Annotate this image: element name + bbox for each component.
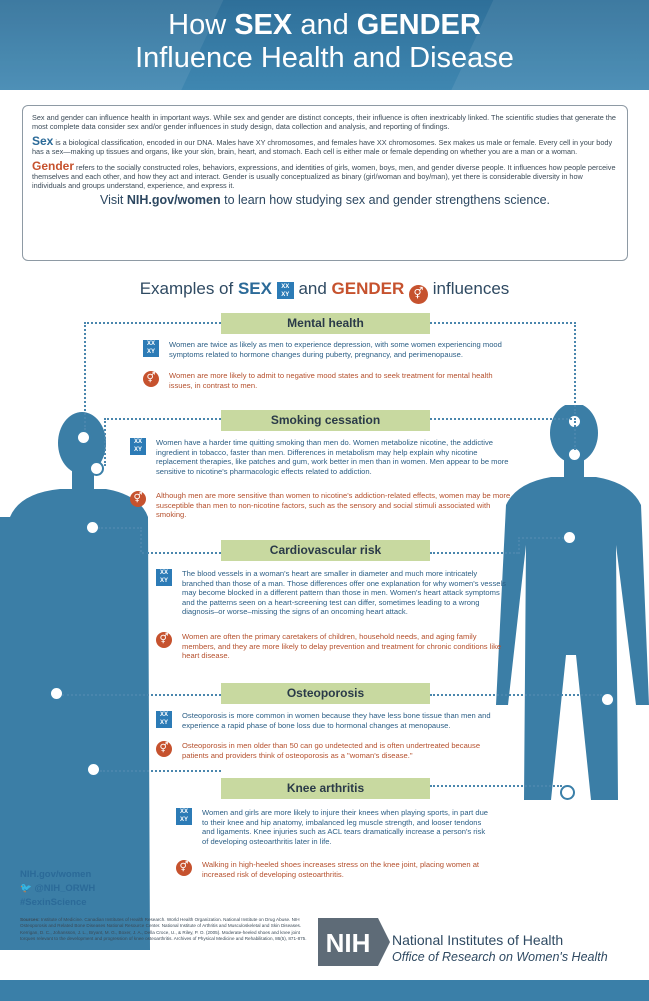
section-mental-health-header: Mental health xyxy=(221,313,430,334)
chromosome-icon: XX XY xyxy=(143,340,159,357)
nih-women-link[interactable]: NIH.gov/women xyxy=(126,193,221,207)
sources-text: Sources: Institute of Medicine. Canadian Institutes of Health Research. World Health Organization. National Institute on Drug Abuse. NIH Osteoporosis and Related Bone Diseases National Resource Center. National Institute of Arthritis and Musculoskeletal and Skin Diseases. Kerrigan, D. C., Johansson, J. L., Bryant, M. G., Boxer, J. A., Della Croce, U., & Riley, P. O. (2005). Moderate-heeled shoes and knee joint torques relevant to the development and progression of knee osteoarthritis. Archives of Physical Medicine and Rehabilitation, 86(5), 871-875. xyxy=(20,917,307,942)
gender-symbol-icon: ⚥ xyxy=(409,285,428,304)
female-silhouette-icon xyxy=(496,405,649,800)
cardio-gender-item: ⚥ Women are often the primary caretakers of children, household needs, and aging family members, and they are more likely to delay prevention and treatment for chronic conditions like heart disease. xyxy=(156,632,508,661)
knee-gender-item: ⚥ Walking in high-heeled shoes increases stress on the knee joint, placing women at increased risk of developing osteoarthritis. xyxy=(176,860,490,879)
body-point-knee xyxy=(86,762,101,777)
gender-symbol-icon: ⚥ xyxy=(176,860,192,876)
connector-osteo-left xyxy=(62,694,221,696)
connector-cardio-right-v xyxy=(518,537,564,554)
section-knee-header: Knee arthritis xyxy=(221,778,430,799)
intro-paragraph: Sex and gender can influence health in important ways. While sex and gender are distinct concepts, their influence is often inextricably linked. The scientific studies that generate the most complete data consider sex and/or gender influences in study design, data collection and analysis, and reporting of findings. xyxy=(32,113,616,131)
knee-sex-item: XX XY Women and girls are more likely to injure their knees when playing sports, in part due to their knee and hip anatomy, imbalanced leg muscle strength, and looser tendons and ligaments. Knee injuries such as ACL tears dramatically increase a person's risk of developing osteoarthritis later in life. xyxy=(176,808,490,846)
section-osteoporosis-header: Osteoporosis xyxy=(221,683,430,704)
gender-definition: Gender refers to the socially constructed roles, behaviors, expressions, and identities of girls, women, boys, men, and gender diverse people. It influences how people perceive themselves and each other, and how they act and interact. Gender is usually conceptualized as binary (girl/woman and boy/man), yet there is considerable diversity in how individuals and groups understand, experience, and express it. xyxy=(32,159,616,190)
body-point-hip-female xyxy=(600,692,615,707)
twitter-link[interactable]: 🐦 @NIH_ORWH xyxy=(20,883,96,894)
smoking-gender-item: ⚥ Although men are more sensitive than women to nicotine's addiction-related effects, women may be more susceptible than men to non-nicotine factors, such as the sensory and social stimuli associated with smoking. xyxy=(130,491,512,520)
female-figure xyxy=(496,405,649,800)
twitter-bird-icon: 🐦 xyxy=(20,883,32,894)
connector-osteo-right xyxy=(430,694,602,696)
connector-cardio-left-h xyxy=(142,552,221,554)
svg-text:NIH: NIH xyxy=(325,928,371,958)
section-smoking-header: Smoking cessation xyxy=(221,410,430,431)
hashtag-link[interactable]: #SexinScience xyxy=(20,897,87,908)
body-point-brain xyxy=(76,430,91,445)
chromosome-icon: XX XY xyxy=(130,438,146,455)
connector-knee-left xyxy=(100,770,221,772)
examples-heading: Examples of SEX XX XY and GENDER ⚥ influences xyxy=(0,279,649,304)
page-title: How SEX and GENDER Influence Health and Disease xyxy=(135,9,514,74)
osteoporosis-sex-item: XX XY Osteoporosis is more common in women because they have less bone tissue than men and experience a rapid phase of bone loss due to hormonal changes at menopause. xyxy=(156,711,508,730)
intro-box xyxy=(22,105,628,261)
body-point-mouth xyxy=(89,461,104,476)
gender-symbol-icon: ⚥ xyxy=(130,491,146,507)
gender-symbol-icon: ⚥ xyxy=(156,632,172,648)
bottom-band xyxy=(0,980,649,1001)
mental-health-sex-item: XX XY Women are twice as likely as men to experience depression, with some women experiencing mood symptoms related to hormone changes during puberty, pregnancy, and perimenopause. xyxy=(143,340,513,359)
website-link[interactable]: NIH.gov/women xyxy=(20,869,92,880)
nih-logo xyxy=(318,918,390,966)
smoking-sex-item: XX XY Women have a harder time quitting smoking than men do. Women metabolize nicotine, the addictive ingredient in tobacco, faster than men. Differences in metabolism may help explain why nicotine replacement therapies, like patches and gum, work better in men than in women. Men appear to be more sensitive to nicotine's pharmacologic effects related to addiction. xyxy=(130,438,512,476)
chromosome-icon: XX XY xyxy=(277,282,294,299)
org-subtitle: Office of Research on Women's Health xyxy=(392,950,608,964)
chromosome-icon: XX XY xyxy=(176,808,192,825)
section-cardio-header: Cardiovascular risk xyxy=(221,540,430,561)
body-point-heart-female xyxy=(562,530,577,545)
footer-links xyxy=(20,868,95,910)
connector-knee-right xyxy=(430,785,562,787)
connector-cardio-left xyxy=(98,527,142,552)
sex-definition: Sex is a biological classification, encoded in our DNA. Males have XY chromosomes, and females have XX chromosomes. Sex makes us male or female. Every cell in your body has a sex—making up tissues and organs, like your skin, brain, heart, and stomach. Each cell is either male or female depending on whether you are a man or a woman. xyxy=(32,134,613,156)
cardio-sex-item: XX XY The blood vessels in a woman's heart are smaller in diameter and much more intricately branched than those of a man. Those differences offer one explanation for why women's vessels may become blocked in a different pattern than those in men. Women's heart attack symptoms and the patterns seen on a heart-screening test can differ, sometimes leading to a wrong diagnosis–or worse–missing the signs of an oncoming heart attack. xyxy=(156,569,508,617)
chromosome-icon: XX XY xyxy=(156,569,172,586)
header-banner xyxy=(0,0,649,90)
org-name: National Institutes of Health xyxy=(392,932,564,948)
connector-cardio-right xyxy=(430,552,518,554)
body-point-knee-female xyxy=(560,785,575,800)
chromosome-icon: XX XY xyxy=(156,711,172,728)
gender-symbol-icon: ⚥ xyxy=(156,741,172,757)
connector-mental-right xyxy=(430,322,576,414)
osteoporosis-gender-item: ⚥ Osteoporosis in men older than 50 can go undetected and is often undertreated because patients and providers think of osteoporosis as a "woman's disease." xyxy=(156,741,508,760)
gender-symbol-icon: ⚥ xyxy=(143,371,159,387)
visit-line: Visit NIH.gov/women to learn how studying sex and gender strengthens science. xyxy=(99,193,550,207)
mental-health-gender-item: ⚥ Women are more likely to admit to negative mood states and to seek treatment for mental health issues, in contrast to men. xyxy=(143,371,513,390)
